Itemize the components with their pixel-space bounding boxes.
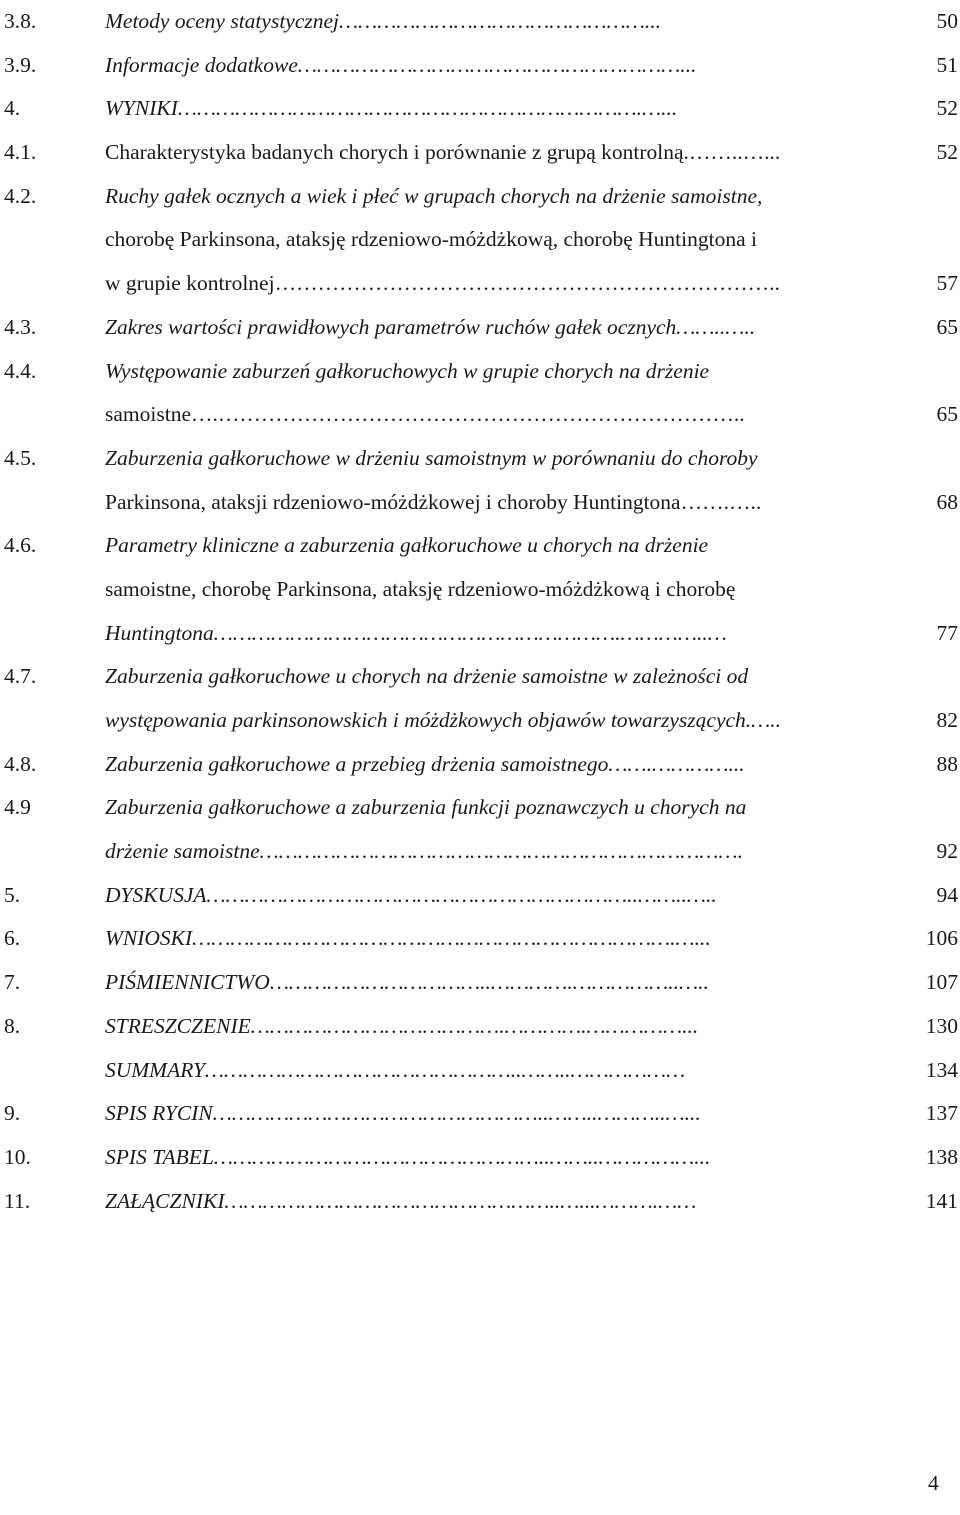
toc-entry bbox=[0, 961, 960, 1005]
toc-entry-title: WNIOSKI………………………………………………………………….…... bbox=[105, 926, 711, 951]
toc-entry bbox=[0, 437, 960, 481]
toc-entry-number: 4.5. bbox=[4, 445, 37, 470]
toc-entry bbox=[0, 306, 960, 350]
toc-entry-page: 57 bbox=[936, 271, 958, 296]
toc-entry-page: 107 bbox=[925, 970, 958, 995]
toc-entry-page: 130 bbox=[925, 1013, 958, 1038]
toc-entry-page: 134 bbox=[925, 1057, 958, 1082]
toc-entry-page: 106 bbox=[925, 926, 958, 951]
toc-entry bbox=[0, 131, 960, 175]
toc-entry-title: Zakres wartości prawidłowych parametrów ruchów gałek ocznych……..….. bbox=[105, 314, 756, 339]
toc-entry-number: 5. bbox=[4, 882, 21, 907]
toc-entry-number: 3.9. bbox=[4, 52, 37, 77]
toc-entry-title: Ruchy gałek ocznych a wiek i płeć w grupach chorych na drżenie samoistne, bbox=[105, 183, 763, 208]
toc-entry bbox=[0, 87, 960, 131]
toc-entry-title: WYNIKI……………………………………………………………….…... bbox=[105, 96, 678, 121]
toc-entry-title: SUMMARY…………………………………………..……..……………… bbox=[105, 1057, 686, 1082]
toc-entry-title: Występowanie zaburzeń gałkoruchowych w grupie chorych na drżenie bbox=[105, 358, 710, 383]
toc-entry bbox=[0, 917, 960, 961]
toc-entry-title: ZAŁĄCZNIKI……………………………………………..…...……….…… bbox=[105, 1188, 697, 1213]
toc-entry bbox=[0, 568, 960, 612]
toc-entry-title: Zaburzenia gałkoruchowe w drżeniu samoistnym w porównaniu do choroby bbox=[105, 445, 758, 470]
toc-entry-title: SPIS TABEL……………………………………………..……..……………... bbox=[105, 1144, 711, 1169]
toc-entry-number: 4.9 bbox=[4, 795, 31, 820]
toc-entry bbox=[0, 524, 960, 568]
toc-entry-page: 52 bbox=[936, 96, 958, 121]
toc-entry-number: 11. bbox=[4, 1188, 31, 1213]
toc-entry bbox=[0, 1005, 960, 1049]
toc-entry-title: drżenie samoistne…………………………………………………………………. bbox=[105, 839, 743, 864]
toc-entry-number: 6. bbox=[4, 926, 21, 951]
toc-entry bbox=[0, 44, 960, 88]
toc-entry-page: 137 bbox=[925, 1101, 958, 1126]
toc-entry bbox=[0, 699, 960, 743]
toc-entry-page: 51 bbox=[936, 52, 958, 77]
toc-entry-number: 4.3. bbox=[4, 314, 37, 339]
toc-entry-title: samoistne….……………………………………………………………….. bbox=[105, 402, 745, 427]
toc-entry-title: Charakterystyka badanych chorych i porównanie z grupą kontrolną.……..…... bbox=[105, 140, 781, 165]
toc-entry bbox=[0, 218, 960, 262]
toc-entry bbox=[0, 262, 960, 306]
toc-entry bbox=[0, 481, 960, 525]
toc-entry bbox=[0, 393, 960, 437]
toc-entry-title: SPIS RYCIN……………………………………………..……..………..…... bbox=[105, 1101, 701, 1126]
toc-entry bbox=[0, 0, 960, 44]
toc-entry-title: DYSKUSJA…………………………………………………………..……..….. bbox=[105, 882, 717, 907]
toc-entry-number: 4.1. bbox=[4, 140, 37, 165]
toc-entry bbox=[0, 743, 960, 787]
toc-entry-title: w grupie kontrolnej…………………………………………………………….. bbox=[105, 271, 780, 296]
toc-entry-number: 4.2. bbox=[4, 183, 37, 208]
toc-entry bbox=[0, 612, 960, 656]
toc-entry bbox=[0, 874, 960, 918]
toc-entry-number: 4.6. bbox=[4, 533, 37, 558]
toc-entry bbox=[0, 175, 960, 219]
toc-entry bbox=[0, 1092, 960, 1136]
toc-entry-number: 7. bbox=[4, 970, 21, 995]
toc-entry-page: 52 bbox=[936, 140, 958, 165]
toc-entry-title: występowania parkinsonowskich i móżdżkowych objawów towarzyszących.….. bbox=[105, 708, 782, 732]
toc-entry-title: samoistne, chorobę Parkinsona, ataksję rdzeniowo-móżdżkową i chorobę bbox=[105, 576, 736, 601]
toc-entry-number: 10. bbox=[4, 1144, 31, 1169]
toc-entry-page: 88 bbox=[936, 751, 958, 776]
toc-entry-page: 82 bbox=[936, 708, 958, 732]
toc-entry-page: 138 bbox=[925, 1144, 958, 1169]
toc-entry-title: STRESZCZENIE………………………………….………….……………... bbox=[105, 1013, 699, 1038]
toc-entry-page: 92 bbox=[936, 839, 958, 864]
toc-entry-page: 141 bbox=[925, 1188, 958, 1213]
toc-entry-title: Zaburzenia gałkoruchowe a przebieg drżenia samoistnego…….…………... bbox=[105, 751, 745, 776]
toc-entry-page: 68 bbox=[936, 489, 958, 514]
toc-entry-title: Zaburzenia gałkoruchowe u chorych na drżenie samoistne w zależności od bbox=[105, 664, 749, 689]
page-number: 4 bbox=[928, 1471, 939, 1495]
toc-entry-title: Zaburzenia gałkoruchowe a zaburzenia funkcji poznawczych u chorych na bbox=[105, 795, 747, 820]
toc-entry-title: chorobę Parkinsona, ataksję rdzeniowo-móżdżkową, chorobę Huntingtona i bbox=[105, 227, 757, 252]
toc-entry-number: 4.4. bbox=[4, 358, 37, 383]
toc-entry-title: Informacje dodatkowe……………………………………………………... bbox=[105, 52, 697, 77]
toc-entry bbox=[0, 655, 960, 699]
toc-entry-number: 4.7. bbox=[4, 664, 37, 689]
toc-entry-page: 65 bbox=[936, 314, 958, 339]
toc-entry bbox=[0, 1049, 960, 1093]
toc-entry-title: Parkinsona, ataksji rdzeniowo-móżdżkowej i choroby Huntingtona…….….. bbox=[105, 489, 762, 514]
toc-entry bbox=[0, 350, 960, 394]
toc-entry bbox=[0, 830, 960, 874]
toc-entry-page: 65 bbox=[936, 402, 958, 427]
toc-entry-title: Huntingtona……………………………………………………….…………..… bbox=[105, 620, 727, 645]
toc-entry-number: 4. bbox=[4, 96, 21, 121]
toc-entry-number: 3.8. bbox=[4, 9, 37, 33]
toc-entry-number: 9. bbox=[4, 1101, 21, 1126]
toc-entry-page: 77 bbox=[936, 620, 958, 645]
toc-entry bbox=[0, 1180, 960, 1224]
toc-entry-title: Metody oceny statystycznej…………………………………………... bbox=[105, 9, 662, 33]
toc-entry bbox=[0, 1136, 960, 1180]
toc-entry-title: PIŚMIENNICTWO……………………………..………….……………..….. bbox=[105, 970, 709, 995]
toc-entry-page: 50 bbox=[936, 9, 958, 33]
toc-entry-number: 8. bbox=[4, 1013, 21, 1038]
toc-entry-number: 4.8. bbox=[4, 751, 37, 776]
toc-entry-page: 94 bbox=[936, 882, 958, 907]
toc-entry bbox=[0, 786, 960, 830]
toc-entry-title: Parametry kliniczne a zaburzenia gałkoruchowe u chorych na drżenie bbox=[105, 533, 709, 558]
